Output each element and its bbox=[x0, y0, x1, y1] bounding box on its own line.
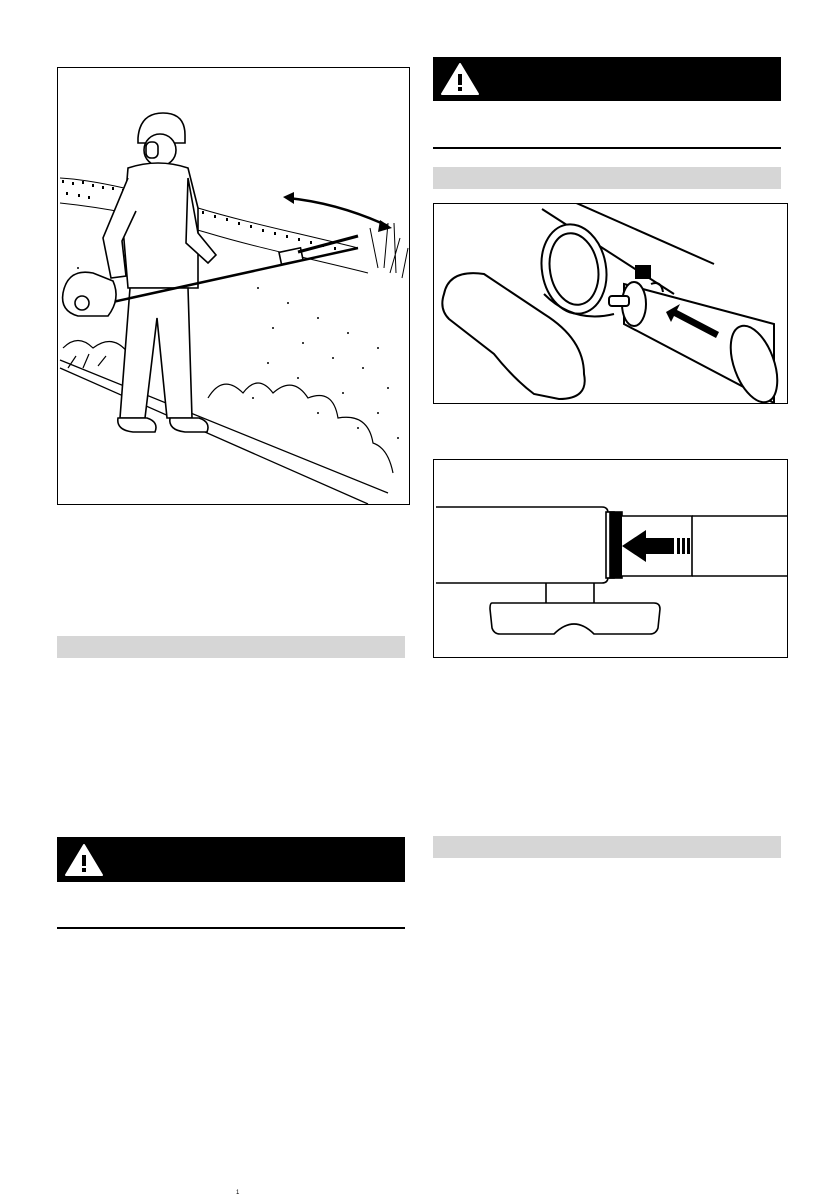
warning-banner bbox=[433, 57, 781, 101]
coupling-detail-figure bbox=[433, 459, 788, 658]
warning-triangle-icon bbox=[62, 840, 106, 880]
warning-triangle-icon bbox=[438, 59, 482, 99]
warning-banner bbox=[57, 837, 405, 882]
page-footer-mark bbox=[236, 1186, 239, 1199]
person-trimming-hedge-illustration bbox=[58, 68, 409, 504]
section-heading-bar bbox=[433, 836, 781, 858]
warning-divider-rule bbox=[57, 927, 405, 929]
tube-coupling-illustration bbox=[434, 204, 787, 403]
tube-coupling-figure bbox=[433, 203, 788, 404]
coupling-detail-illustration bbox=[434, 460, 787, 657]
hedge-trimming-figure bbox=[57, 67, 410, 505]
warning-divider-rule bbox=[433, 147, 781, 149]
page-footer-mark-text: 1 bbox=[236, 1190, 240, 1196]
section-heading-bar bbox=[57, 636, 405, 658]
section-heading-bar bbox=[433, 167, 781, 189]
